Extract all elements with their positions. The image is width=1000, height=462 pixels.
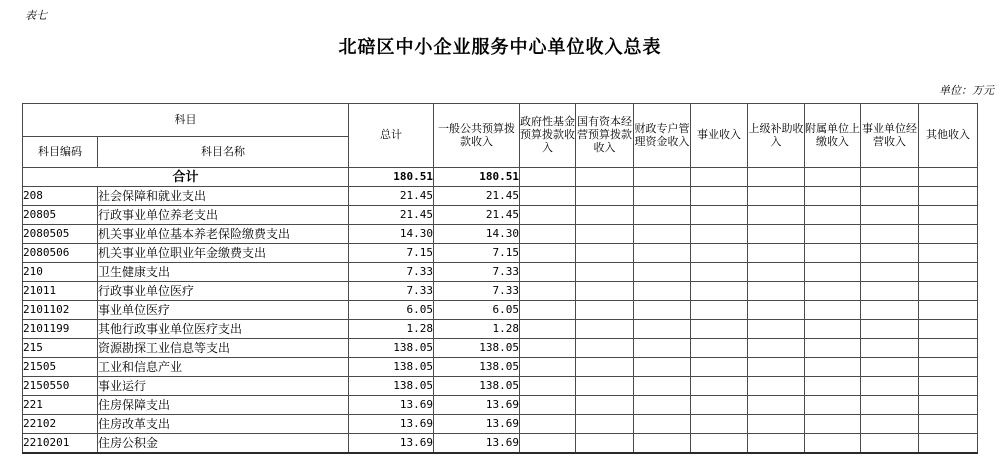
empty-cell — [634, 415, 691, 434]
unit-note: 单位：万元 — [939, 84, 994, 97]
general-public-budget-cell: 21.45 — [434, 187, 520, 206]
total-cell: 14.30 — [349, 225, 434, 244]
empty-cell — [805, 377, 861, 396]
empty-cell — [919, 168, 978, 187]
subject-code-cell: 210 — [23, 263, 98, 282]
general-public-budget-cell: 7.15 — [434, 244, 520, 263]
table-row — [23, 320, 978, 339]
empty-cell — [919, 244, 978, 263]
empty-cell — [919, 187, 978, 206]
empty-cell — [748, 434, 805, 454]
total-cell: 13.69 — [349, 434, 434, 454]
empty-cell — [805, 187, 861, 206]
empty-cell — [861, 206, 919, 225]
table-row — [23, 339, 978, 358]
empty-cell — [691, 320, 748, 339]
empty-cell — [520, 168, 576, 187]
general-public-budget-cell: 138.05 — [434, 339, 520, 358]
general-public-budget-cell: 138.05 — [434, 377, 520, 396]
empty-cell — [576, 301, 634, 320]
empty-cell — [919, 301, 978, 320]
table-row — [23, 263, 978, 282]
empty-cell — [520, 358, 576, 377]
subject-name-cell: 机关事业单位职业年金缴费支出 — [98, 244, 349, 263]
empty-cell — [748, 377, 805, 396]
empty-cell — [520, 187, 576, 206]
empty-cell — [748, 358, 805, 377]
empty-cell — [691, 263, 748, 282]
table-row — [23, 244, 978, 263]
empty-cell — [634, 301, 691, 320]
subject-name-cell: 住房改革支出 — [98, 415, 349, 434]
empty-cell — [919, 263, 978, 282]
general-public-budget-cell: 7.33 — [434, 282, 520, 301]
empty-cell — [861, 244, 919, 263]
empty-cell — [634, 168, 691, 187]
subject-name-cell: 工业和信息产业 — [98, 358, 349, 377]
empty-cell — [634, 225, 691, 244]
subject-code-cell: 2101199 — [23, 320, 98, 339]
subject-name-cell: 行政事业单位养老支出 — [98, 206, 349, 225]
empty-cell — [861, 396, 919, 415]
empty-cell — [748, 415, 805, 434]
empty-cell — [861, 358, 919, 377]
empty-cell — [691, 225, 748, 244]
subject-name-cell: 机关事业单位基本养老保险缴费支出 — [98, 225, 349, 244]
empty-cell — [748, 320, 805, 339]
empty-cell — [919, 377, 978, 396]
empty-cell — [919, 206, 978, 225]
empty-cell — [805, 225, 861, 244]
table-row — [23, 301, 978, 320]
grand-total-value: 180.51 — [349, 168, 434, 187]
total-cell: 138.05 — [349, 339, 434, 358]
total-cell: 138.05 — [349, 377, 434, 396]
empty-cell — [748, 282, 805, 301]
empty-cell — [861, 415, 919, 434]
subject-name-cell: 事业运行 — [98, 377, 349, 396]
subject-code-cell: 21011 — [23, 282, 98, 301]
empty-cell — [576, 187, 634, 206]
empty-cell — [805, 415, 861, 434]
empty-cell — [748, 206, 805, 225]
total-cell: 21.45 — [349, 206, 434, 225]
empty-cell — [576, 358, 634, 377]
empty-cell — [520, 396, 576, 415]
empty-cell — [691, 244, 748, 263]
header-superior-subsidy: 上级补助收入 — [748, 104, 805, 168]
empty-cell — [748, 339, 805, 358]
header-total: 总计 — [349, 104, 434, 168]
empty-cell — [805, 358, 861, 377]
table-row — [23, 415, 978, 434]
subject-code-cell: 208 — [23, 187, 98, 206]
empty-cell — [576, 168, 634, 187]
empty-cell — [520, 206, 576, 225]
empty-cell — [576, 377, 634, 396]
grand-total-label: 合计 — [23, 168, 349, 187]
empty-cell — [634, 339, 691, 358]
subject-code-cell: 21505 — [23, 358, 98, 377]
empty-cell — [919, 282, 978, 301]
header-subject-code: 科目编码 — [23, 137, 98, 168]
empty-cell — [634, 282, 691, 301]
empty-cell — [576, 206, 634, 225]
empty-cell — [520, 301, 576, 320]
empty-cell — [520, 225, 576, 244]
subject-name-cell: 资源勘探工业信息等支出 — [98, 339, 349, 358]
general-public-budget-cell: 13.69 — [434, 396, 520, 415]
empty-cell — [634, 263, 691, 282]
empty-cell — [520, 320, 576, 339]
table-row — [23, 206, 978, 225]
subject-code-cell: 2210201 — [23, 434, 98, 454]
table-row — [23, 225, 978, 244]
empty-cell — [861, 225, 919, 244]
empty-cell — [520, 434, 576, 454]
income-summary-table — [22, 103, 978, 454]
general-public-budget-cell: 1.28 — [434, 320, 520, 339]
empty-cell — [805, 301, 861, 320]
empty-cell — [520, 282, 576, 301]
subject-name-cell: 卫生健康支出 — [98, 263, 349, 282]
total-cell: 21.45 — [349, 187, 434, 206]
table-row — [23, 358, 978, 377]
header-affiliated-unit-income: 附属单位上缴收入 — [805, 104, 861, 168]
general-public-budget-cell: 14.30 — [434, 225, 520, 244]
empty-cell — [634, 396, 691, 415]
empty-cell — [748, 396, 805, 415]
table-row — [23, 396, 978, 415]
empty-cell — [805, 339, 861, 358]
table-number-label: 表七 — [25, 9, 47, 22]
empty-cell — [691, 377, 748, 396]
empty-cell — [520, 415, 576, 434]
subject-name-cell: 住房保障支出 — [98, 396, 349, 415]
empty-cell — [861, 320, 919, 339]
table-row — [23, 377, 978, 396]
general-public-budget-cell: 13.69 — [434, 434, 520, 454]
header-subject-name: 科目名称 — [98, 137, 349, 168]
header-fiscal-special-account: 财政专户管理资金收入 — [634, 104, 691, 168]
empty-cell — [691, 168, 748, 187]
empty-cell — [861, 168, 919, 187]
subject-code-cell: 2080506 — [23, 244, 98, 263]
empty-cell — [691, 358, 748, 377]
empty-cell — [805, 244, 861, 263]
empty-cell — [919, 339, 978, 358]
empty-cell — [691, 187, 748, 206]
subject-code-cell: 22102 — [23, 415, 98, 434]
empty-cell — [691, 396, 748, 415]
empty-cell — [861, 434, 919, 454]
total-cell: 7.15 — [349, 244, 434, 263]
empty-cell — [634, 187, 691, 206]
subject-name-cell: 事业单位医疗 — [98, 301, 349, 320]
empty-cell — [520, 244, 576, 263]
subject-name-cell: 住房公积金 — [98, 434, 349, 454]
general-public-budget-cell: 7.33 — [434, 263, 520, 282]
header-business-operating-income: 事业单位经营收入 — [861, 104, 919, 168]
empty-cell — [520, 339, 576, 358]
empty-cell — [805, 206, 861, 225]
empty-cell — [919, 225, 978, 244]
empty-cell — [919, 358, 978, 377]
general-public-budget-cell: 13.69 — [434, 415, 520, 434]
empty-cell — [861, 282, 919, 301]
header-govt-fund-budget: 政府性基金预算拨款收入 — [520, 104, 576, 168]
empty-cell — [576, 282, 634, 301]
empty-cell — [919, 320, 978, 339]
empty-cell — [748, 168, 805, 187]
general-public-budget-cell: 6.05 — [434, 301, 520, 320]
empty-cell — [576, 339, 634, 358]
total-cell: 6.05 — [349, 301, 434, 320]
total-cell: 13.69 — [349, 396, 434, 415]
subject-name-cell: 行政事业单位医疗 — [98, 282, 349, 301]
general-public-budget-cell: 138.05 — [434, 358, 520, 377]
empty-cell — [748, 187, 805, 206]
empty-cell — [748, 263, 805, 282]
subject-code-cell: 215 — [23, 339, 98, 358]
empty-cell — [691, 415, 748, 434]
empty-cell — [691, 339, 748, 358]
grand-total-general-budget-value: 180.51 — [434, 168, 520, 187]
empty-cell — [576, 244, 634, 263]
subject-code-cell: 2150550 — [23, 377, 98, 396]
empty-cell — [805, 168, 861, 187]
header-subject: 科目 — [23, 104, 349, 137]
empty-cell — [861, 339, 919, 358]
header-state-capital-budget: 国有资本经营预算拨款收入 — [576, 104, 634, 168]
empty-cell — [805, 396, 861, 415]
empty-cell — [861, 263, 919, 282]
header-row-1 — [23, 104, 978, 137]
empty-cell — [805, 320, 861, 339]
empty-cell — [576, 415, 634, 434]
empty-cell — [634, 377, 691, 396]
header-other-income: 其他收入 — [919, 104, 978, 168]
subject-name-cell: 其他行政事业单位医疗支出 — [98, 320, 349, 339]
empty-cell — [576, 320, 634, 339]
table-row — [23, 282, 978, 301]
subject-code-cell: 221 — [23, 396, 98, 415]
empty-cell — [805, 282, 861, 301]
table-row — [23, 187, 978, 206]
empty-cell — [634, 434, 691, 454]
general-public-budget-cell: 21.45 — [434, 206, 520, 225]
table-header — [23, 104, 978, 168]
empty-cell — [691, 282, 748, 301]
empty-cell — [861, 187, 919, 206]
empty-cell — [520, 263, 576, 282]
empty-cell — [861, 377, 919, 396]
empty-cell — [861, 301, 919, 320]
empty-cell — [634, 320, 691, 339]
empty-cell — [576, 396, 634, 415]
total-cell: 1.28 — [349, 320, 434, 339]
empty-cell — [748, 301, 805, 320]
total-cell: 13.69 — [349, 415, 434, 434]
header-general-public-budget: 一般公共预算拨款收入 — [434, 104, 520, 168]
empty-cell — [634, 244, 691, 263]
table-body — [23, 168, 978, 454]
subject-code-cell: 20805 — [23, 206, 98, 225]
empty-cell — [576, 225, 634, 244]
grand-total-row — [23, 168, 978, 187]
subject-code-cell: 2101102 — [23, 301, 98, 320]
empty-cell — [576, 434, 634, 454]
empty-cell — [691, 206, 748, 225]
total-cell: 7.33 — [349, 282, 434, 301]
total-cell: 138.05 — [349, 358, 434, 377]
empty-cell — [919, 396, 978, 415]
header-operational-income: 事业收入 — [691, 104, 748, 168]
empty-cell — [805, 263, 861, 282]
page-title: 北碚区中小企业服务中心单位收入总表 — [338, 37, 662, 57]
empty-cell — [691, 301, 748, 320]
empty-cell — [748, 244, 805, 263]
table-row — [23, 434, 978, 454]
empty-cell — [691, 434, 748, 454]
empty-cell — [919, 434, 978, 454]
empty-cell — [919, 415, 978, 434]
empty-cell — [520, 377, 576, 396]
empty-cell — [576, 263, 634, 282]
subject-name-cell: 社会保障和就业支出 — [98, 187, 349, 206]
empty-cell — [805, 434, 861, 454]
empty-cell — [634, 358, 691, 377]
empty-cell — [748, 225, 805, 244]
subject-code-cell: 2080505 — [23, 225, 98, 244]
empty-cell — [634, 206, 691, 225]
total-cell: 7.33 — [349, 263, 434, 282]
